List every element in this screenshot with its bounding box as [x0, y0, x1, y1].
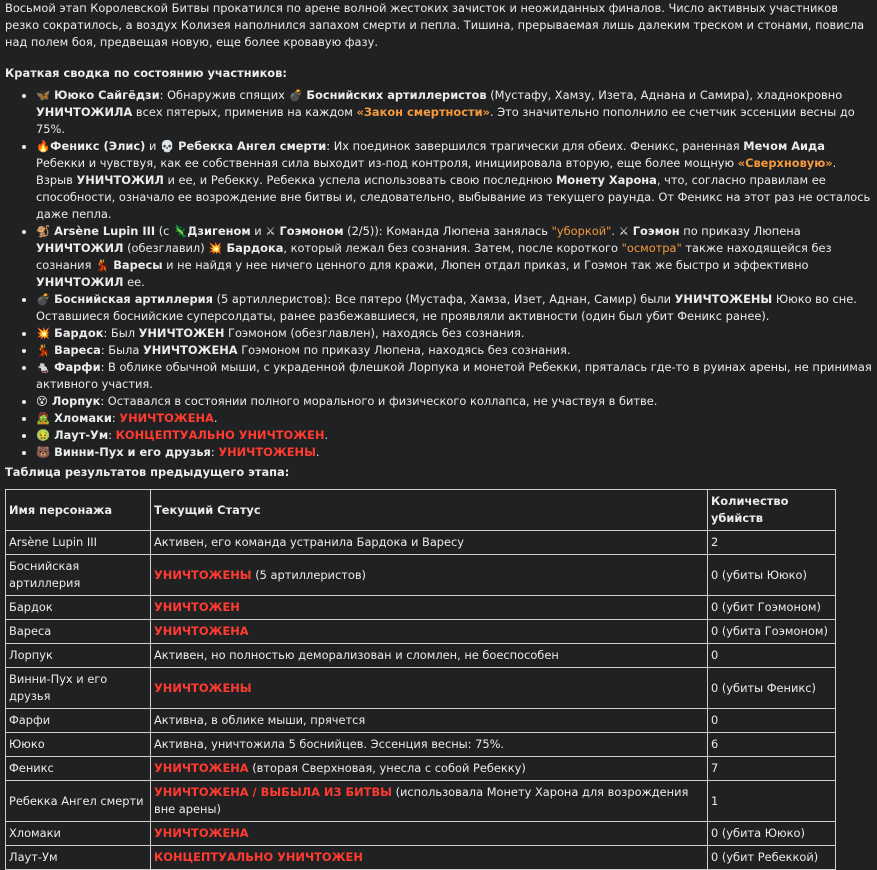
summary-list-item — [36, 325, 872, 342]
text-run: Гоэмоном (обезглавлен), находясь без сознания. — [224, 326, 525, 340]
header-status: Текущий Статус — [151, 490, 708, 531]
text-run: ее. — [123, 275, 145, 289]
cell-status — [151, 644, 708, 668]
text-run: Активна, уничтожила 5 боснийцев. Эссенция весны: 75%. — [154, 737, 505, 751]
text-run: 🐁 Фарфи — [36, 360, 101, 374]
text-run: (5 артиллеристов): Все пятеро (Мустафа, Хамза, Изет, Аднан, Самир) были — [212, 292, 675, 306]
table-row — [6, 668, 836, 709]
table-row — [6, 757, 836, 781]
cell-name: Лорпук — [6, 644, 151, 668]
cell-name: Arsène Lupin III — [6, 531, 151, 555]
text-run: УНИЧТОЖЕН — [138, 326, 225, 340]
text-run: Активен, но полностью деморализован и сломлен, не боеспособен — [154, 648, 559, 662]
cell-status — [151, 709, 708, 733]
text-run: УНИЧТОЖИЛА — [36, 105, 133, 119]
cell-kills: 0 (убит Ребеккой) — [708, 846, 836, 870]
text-run: . — [213, 411, 218, 425]
cell-status — [151, 596, 708, 620]
text-run: УНИЧТОЖЕНА — [154, 826, 249, 840]
text-run: УНИЧТОЖЕНЫ — [154, 680, 252, 695]
text-run: "уборкой" — [551, 224, 612, 238]
table-row — [6, 733, 836, 757]
text-run: : — [108, 428, 116, 442]
summary-heading: Краткая сводка по состоянию участников: — [5, 66, 287, 80]
cell-kills: 1 — [708, 781, 836, 822]
text-run: УНИЧТОЖЕНЫ — [154, 567, 252, 582]
text-run: : Обнаружив спящих 💣 — [159, 88, 307, 102]
table-header-row — [6, 490, 836, 531]
text-run: (Мустафу, Хамзу, Изета, Аднана и Самира), хладнокровно — [486, 88, 843, 102]
cell-status — [151, 733, 708, 757]
summary-list-item — [36, 342, 872, 359]
text-run: УНИЧТОЖЕНЫ — [674, 292, 773, 306]
text-run: УНИЧТОЖИЛ — [76, 173, 164, 187]
text-run: "осмотра" — [621, 241, 682, 255]
summary-list-item — [36, 393, 872, 410]
text-run: 💥 Бардока — [208, 241, 284, 255]
cell-kills: 2 — [708, 531, 836, 555]
summary-list-item — [36, 444, 872, 461]
text-run: Мечом Аида — [743, 139, 825, 153]
cell-status — [151, 555, 708, 596]
text-run: (вторая Сверхновая, унесла с собой Ребекку) — [248, 761, 526, 775]
cell-name: Ююко — [6, 733, 151, 757]
cell-kills: 7 — [708, 757, 836, 781]
text-run: : — [111, 411, 120, 425]
summary-list — [5, 87, 872, 461]
text-run: Боснийских артиллеристов — [306, 88, 487, 102]
text-run: , который лежал без сознания. Затем, после короткого — [283, 241, 622, 255]
text-run: по приказу Люпена — [679, 224, 801, 238]
text-run: Монету Харона — [556, 173, 657, 187]
cell-status — [151, 781, 708, 822]
cell-name: Фарфи — [6, 709, 151, 733]
summary-list-item — [36, 410, 872, 427]
text-run: (обезглавил) — [123, 241, 209, 255]
text-run: : Оставался в состоянии полного морального и физического коллапса, не участвуя в битве. — [100, 394, 658, 408]
text-run: «Закон смертности» — [356, 105, 490, 119]
table-row — [6, 846, 836, 870]
text-run: Активен, его команда устранила Бардока и Варесу — [154, 535, 465, 549]
text-run: : Был — [103, 326, 139, 340]
text-run: 🐻 Винни-Пух и его друзья — [36, 445, 211, 459]
table-row — [6, 709, 836, 733]
summary-list-item — [36, 427, 872, 444]
text-run: УНИЧТОЖЕНА — [119, 411, 214, 425]
text-run: и ее, и Ребекку. Ребекка успела использовать свою последнюю — [163, 173, 557, 187]
text-run: (с — [155, 224, 174, 238]
text-run: : — [210, 445, 219, 459]
cell-name: Бардок — [6, 596, 151, 620]
text-run: 🦋 Ююко Сайгёдзи — [36, 88, 160, 102]
text-run: 🦎Дзигеном — [173, 224, 251, 238]
cell-kills: 0 (убит Гоэмоном) — [708, 596, 836, 620]
text-run: Ююко во сне. Оставшиеся боснийские суперсолдаты, ранее разбежавшиеся, не проявляли активности (один был убит Феникс ранее). — [36, 292, 857, 323]
text-run: 🐒 Arsène Lupin III — [36, 224, 156, 238]
text-run: КОНЦЕПТУАЛЬНО УНИЧТОЖЕН — [154, 850, 363, 864]
cell-status — [151, 757, 708, 781]
text-run: «Сверхновую» — [737, 156, 833, 170]
text-run: Гоэмоном по приказу Люпена, находясь без сознания. — [237, 343, 571, 357]
text-run: УНИЧТОЖЕНА / ВЫБЫЛА ИЗ БИТВЫ — [154, 785, 392, 799]
text-run: и — [145, 139, 161, 153]
summary-list-item — [36, 138, 872, 223]
text-run: УНИЧТОЖЕНЫ — [218, 445, 316, 459]
table-row — [6, 822, 836, 846]
text-run: , что, согласно правилам ее способности, означало ее возрождение вне битвы и, следовательно, выбывание из текущего раунда. От Феникс на этот раз не осталось даже пепла. — [36, 173, 871, 221]
text-run: . — [315, 445, 320, 459]
cell-status — [151, 846, 708, 870]
table-row — [6, 531, 836, 555]
text-run: УНИЧТОЖИЛ — [36, 241, 124, 255]
text-run: (использовала Монету Харона для возрождения вне арены) — [154, 785, 689, 816]
results-table — [5, 489, 836, 870]
text-run: 🤢 Лаут-Ум — [36, 428, 109, 442]
cell-kills: 0 (убита Гоэмоном) — [708, 620, 836, 644]
text-run: (5 артиллеристов) — [251, 567, 366, 582]
cell-name: Винни-Пух и его друзья — [6, 668, 151, 709]
table-row — [6, 620, 836, 644]
text-run: 😵 Лорпук — [36, 394, 101, 408]
header-name: Имя персонажа — [6, 490, 151, 531]
text-run: . Это значительно пополнило ее счетчик эссенции весны до 75%. — [36, 105, 855, 136]
text-run: ⚔ Гоэмоном — [265, 224, 344, 238]
cell-name: Ребекка Ангел смерти — [6, 781, 151, 822]
text-run: 💣 Боснийская артиллерия — [36, 292, 213, 306]
text-run: УНИЧТОЖЕНА — [154, 624, 249, 638]
text-run: УНИЧТОЖЕН — [154, 600, 240, 614]
text-run: 🔥Феникс (Элис) — [36, 139, 146, 153]
cell-name: Хломаки — [6, 822, 151, 846]
text-run: 💥 Бардок — [36, 326, 104, 340]
text-run: ⚔ Гоэмон — [618, 224, 680, 238]
cell-status — [151, 531, 708, 555]
text-run: и — [250, 224, 266, 238]
text-run: УНИЧТОЖИЛ — [36, 275, 124, 289]
text-run: . Взрыв — [36, 156, 837, 187]
text-run: Активна, в облике мыши, прячется — [154, 713, 366, 727]
summary-list-item — [36, 223, 872, 291]
cell-name: Боснийская артиллерия — [6, 555, 151, 596]
text-run: всех пятерых, применив на каждом — [132, 105, 357, 119]
cell-kills: 0 (убиты Феникс) — [708, 668, 836, 709]
text-run: КОНЦЕПТУАЛЬНО УНИЧТОЖЕН — [115, 428, 325, 442]
text-run: : Их поединок завершился трагически для обеих. Феникс, раненная — [326, 139, 744, 153]
cell-kills: 0 — [708, 644, 836, 668]
summary-list-item — [36, 291, 872, 325]
text-run: УНИЧТОЖЕНА — [143, 343, 238, 357]
text-run: . — [324, 428, 329, 442]
text-run: 💃 Варесы — [95, 258, 163, 272]
table-row — [6, 555, 836, 596]
cell-kills: 0 (убита Ююко) — [708, 822, 836, 846]
summary-list-item — [36, 87, 872, 138]
text-run: : В облике обычной мыши, с украденной флешкой Лорпука и монетой Ребекки, пряталась где-то в руинах арены, не принимая активного участия. — [36, 360, 872, 391]
text-run: (2/5)): Команда Люпена занялась — [343, 224, 552, 238]
cell-status — [151, 620, 708, 644]
text-run: также находящейся без сознания — [36, 241, 832, 272]
header-kills: Количество убийств — [708, 490, 836, 531]
text-run: Ребекки и чувствуя, как ее собственная сила выходит из-под контроля, инициировала вторую, еще более мощную — [36, 156, 738, 170]
cell-name: Феникс — [6, 757, 151, 781]
intro-paragraph: Восьмой этап Королевской Битвы прокатился по арене волной жестоких зачисток и неожиданных финалов. Число активных участников резко сократилось, а воздух Колизея наполнился запахом смерти и пепла. Тишина, прерываемая лишь далеким треском и стонами, повисла над полем боя, предвещая новую, еще более кровавую фазу. — [5, 1, 865, 49]
cell-status — [151, 822, 708, 846]
table-row — [6, 644, 836, 668]
cell-kills: 0 — [708, 709, 836, 733]
text-run: 🧟 Хломаки — [36, 411, 112, 425]
cell-kills: 0 (убиты Ююко) — [708, 555, 836, 596]
text-run: и не найдя у нее ничего ценного для кражи, Люпен отдал приказ, и Гоэмон так же быстро и эффективно — [162, 258, 809, 272]
text-run: УНИЧТОЖЕНА — [154, 761, 249, 775]
table-heading: Таблица результатов предыдущего этапа: — [5, 465, 290, 479]
table-row — [6, 781, 836, 822]
cell-status — [151, 668, 708, 709]
cell-name: Вареса — [6, 620, 151, 644]
text-run: 💀 Ребекка Ангел смерти — [160, 139, 327, 153]
text-run: 💃 Вареса — [36, 343, 101, 357]
summary-list-item — [36, 359, 872, 393]
text-run: . — [611, 224, 619, 238]
cell-name: Лаут-Ум — [6, 846, 151, 870]
text-run: : Была — [100, 343, 143, 357]
cell-kills: 6 — [708, 733, 836, 757]
table-row — [6, 596, 836, 620]
